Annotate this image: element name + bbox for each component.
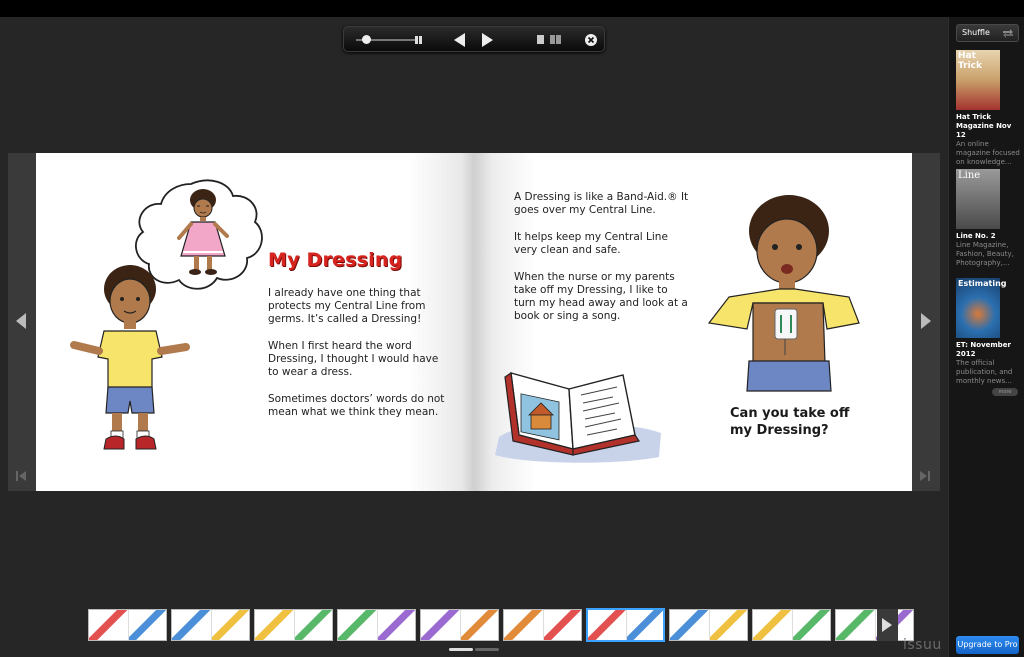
more-link[interactable]: more <box>992 388 1018 396</box>
thumbnail-page-half <box>792 610 831 640</box>
cover-thumbnail <box>956 278 1007 338</box>
upgrade-button[interactable]: Upgrade to Pro <box>956 636 1019 654</box>
page-thumbnail[interactable] <box>586 608 665 642</box>
thumbnail-page-half <box>588 610 626 640</box>
cover-title: Hat Trick <box>958 51 982 71</box>
thumbnail-page-half <box>338 610 377 640</box>
close-icon <box>585 34 597 46</box>
double-page-icon <box>550 35 562 44</box>
skip-forward-icon <box>920 471 930 481</box>
thumbnail-page-half <box>709 610 748 640</box>
open-book-illustration <box>489 365 664 465</box>
recommendation-item[interactable] <box>956 278 1022 386</box>
page-icon <box>537 35 544 44</box>
skip-back-icon <box>16 471 26 481</box>
thumbnail-page-half <box>543 610 582 640</box>
right-paragraph-1: A Dressing is like a Band-Aid.® It goes over my Central Line. <box>514 191 689 216</box>
question-text: Can you take off my Dressing? <box>730 406 850 438</box>
grid-icon <box>415 36 423 44</box>
pager-indicator-active[interactable] <box>449 648 473 651</box>
related-sidebar <box>948 17 1024 657</box>
prev-page-arrow[interactable] <box>16 313 30 331</box>
page-thumbnail[interactable] <box>669 609 748 641</box>
single-page-button[interactable] <box>534 30 546 50</box>
chevron-right-icon <box>921 313 931 329</box>
thumbnail-page-half <box>504 610 543 640</box>
left-paragraph-1: I already have one thing that protects my Central Line from germs. It’s called a Dressing! <box>268 287 426 325</box>
reader-toolbar <box>343 26 605 52</box>
triangle-right-icon <box>481 33 493 47</box>
fit-page-button[interactable] <box>412 30 426 50</box>
recommendation-description: The official publication, and monthly news... <box>956 359 1013 385</box>
cover-title: Line <box>958 170 981 181</box>
page-thumbnail[interactable] <box>752 609 831 641</box>
close-button[interactable] <box>584 30 598 50</box>
left-paragraph-2: When I first heard the word Dressing, I thought I would have to wear a dress. <box>268 340 439 378</box>
thumbnail-page-half <box>294 610 333 640</box>
thumbnail-page-half <box>211 610 250 640</box>
first-page-button[interactable] <box>16 466 28 478</box>
thumbnail-page-half <box>89 610 128 640</box>
thumbnail-page-half <box>626 610 664 640</box>
cover-thumbnail <box>956 169 1000 229</box>
pager-indicator[interactable] <box>475 648 499 651</box>
next-page-button[interactable] <box>479 30 495 50</box>
triangle-left-icon <box>454 33 466 47</box>
shuffle-icon <box>1002 28 1014 38</box>
page-thumbnail[interactable] <box>420 609 499 641</box>
page-thumbnail[interactable] <box>171 609 250 641</box>
page-thumbnail[interactable] <box>503 609 582 641</box>
thumbnail-page-half <box>670 610 709 640</box>
left-paragraph-3: Sometimes doctors’ words do not mean what we think they mean. <box>268 393 445 418</box>
issuu-logo: issuu <box>903 637 942 653</box>
recommendation-title: Hat Trick Magazine Nov 12 <box>956 113 1012 139</box>
recommendation-description: An online magazine focused on knowledge... <box>956 140 1020 166</box>
recommendation-description: Line Magazine, Fashion, Beauty, Photography,... <box>956 241 1014 267</box>
shuffle-button[interactable] <box>956 24 1019 42</box>
next-page-arrow[interactable] <box>921 313 935 331</box>
page-thumbnail[interactable] <box>88 609 167 641</box>
recommendation-title: Line No. 2 <box>956 232 996 240</box>
thumbnail-page-half <box>836 610 875 640</box>
page-thumbnail[interactable] <box>337 609 416 641</box>
boy-illustration <box>66 261 196 461</box>
recommendation-title: ET: November 2012 <box>956 341 1011 358</box>
recommendation-item[interactable] <box>956 50 1022 167</box>
thumbnail-page-half <box>753 610 792 640</box>
last-page-button[interactable] <box>920 466 932 478</box>
thumbnail-page-half <box>128 610 167 640</box>
chevron-left-icon <box>16 313 26 329</box>
previous-page-button[interactable] <box>452 30 468 50</box>
right-paragraph-2: It helps keep my Central Line very clean and safe. <box>514 231 668 256</box>
chevron-right-icon <box>882 618 892 632</box>
thumbnail-page-half <box>172 610 211 640</box>
cover-title: Estimating <box>958 279 1007 288</box>
left-page <box>36 153 474 491</box>
double-page-button[interactable] <box>549 30 563 50</box>
right-paragraph-3: When the nurse or my parents take off my Dressing, I like to turn my head away and look at a book or sing a song. <box>514 271 688 322</box>
boy-dressing-illustration <box>699 193 869 393</box>
thumbnail-page-half <box>460 610 499 640</box>
cover-thumbnail <box>956 50 1000 110</box>
zoom-slider-knob[interactable] <box>362 35 371 44</box>
page-thumbnail[interactable] <box>254 609 333 641</box>
thumbnail-page-half <box>255 610 294 640</box>
top-strip <box>0 0 1024 17</box>
recommendation-item[interactable] <box>956 169 1022 268</box>
right-page <box>474 153 912 491</box>
page-title: My Dressing <box>268 249 403 271</box>
shuffle-label: Shuffle <box>962 28 990 37</box>
thumbnails-next-button[interactable] <box>877 609 898 641</box>
thumbnail-page-half <box>421 610 460 640</box>
thumbnail-page-half <box>377 610 416 640</box>
